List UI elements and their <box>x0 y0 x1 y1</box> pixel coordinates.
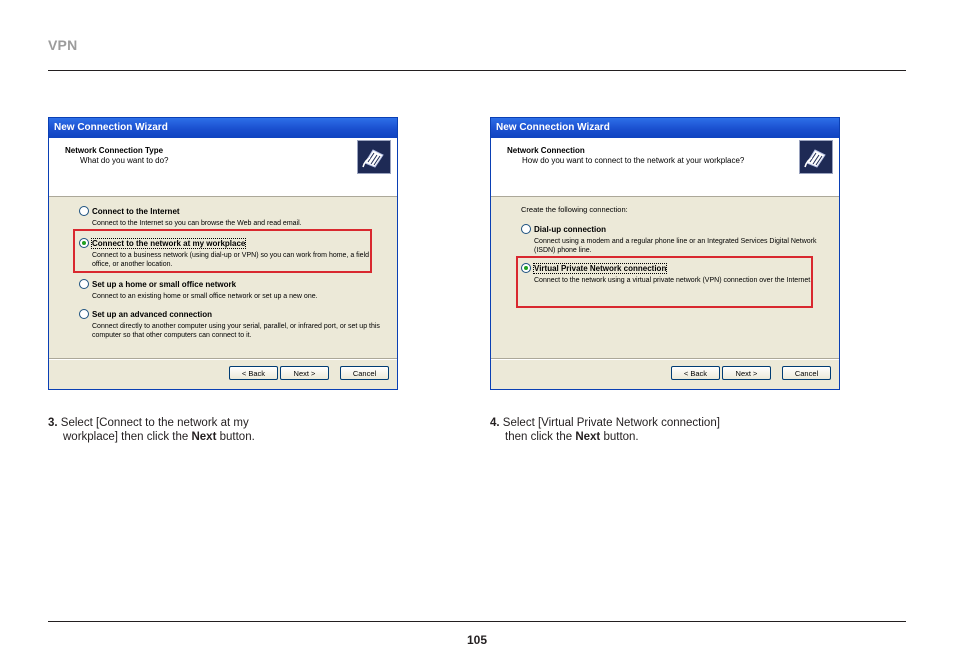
button-divider <box>491 358 839 360</box>
step-number: 4. <box>490 417 500 429</box>
window-titlebar: New Connection Wizard <box>491 118 839 138</box>
option-label: Connect to the Internet <box>92 206 180 216</box>
option-description: Connect using a modem and a regular phone line or an Integrated Services Digital Network (ISDN) phone line. <box>534 238 817 254</box>
next-button[interactable]: Next > <box>722 366 771 380</box>
header-rule <box>48 70 906 71</box>
header-subtitle: What do you want to do? <box>80 156 169 165</box>
back-button[interactable]: < Back <box>229 366 278 380</box>
next-label: Next <box>191 431 217 443</box>
cancel-button[interactable]: Cancel <box>782 366 831 380</box>
highlight-box <box>516 256 813 308</box>
caption-text: then click the <box>505 431 576 443</box>
back-button[interactable]: < Back <box>671 366 720 380</box>
caption-line1: Select [Connect to the network at my <box>60 417 249 429</box>
wizard-buttons <box>229 366 389 380</box>
wizard-header <box>491 138 839 197</box>
radio-button[interactable] <box>79 279 89 289</box>
option-label: Virtual Private Network connection <box>534 263 667 273</box>
header-title: Network Connection <box>507 146 585 155</box>
highlight-box <box>73 229 372 273</box>
next-button[interactable]: Next > <box>280 366 329 380</box>
caption-text: button. <box>600 431 639 443</box>
header-subtitle: How do you want to connect to the network at your workplace? <box>522 156 745 165</box>
option-description: Connect to the network using a virtual private network (VPN) connection over the Internet. <box>534 277 813 284</box>
caption-text: workplace] then click the <box>63 431 192 443</box>
option-description: Connect to the Internet so you can browse the Web and read email. <box>92 220 302 227</box>
option-dial-up[interactable] <box>521 224 829 255</box>
wizard-buttons <box>671 366 831 380</box>
button-divider <box>49 358 397 360</box>
step-number: 3. <box>48 417 58 429</box>
step-caption-4 <box>490 416 820 444</box>
wizard-header <box>49 138 397 197</box>
page-number: 105 <box>466 633 488 647</box>
radio-button[interactable] <box>79 206 89 216</box>
radio-button[interactable] <box>79 309 89 319</box>
option-home-office-network[interactable] <box>79 279 387 301</box>
option-label: Dial-up connection <box>534 224 606 234</box>
option-advanced-connection[interactable] <box>79 309 387 340</box>
next-label: Next <box>575 431 601 443</box>
option-label: Set up an advanced connection <box>92 309 213 319</box>
step-caption-3 <box>48 416 378 444</box>
option-connect-internet[interactable] <box>79 206 387 228</box>
wizard-body <box>491 197 839 385</box>
caption-text: button. <box>216 431 255 443</box>
option-description: Connect to a business network (using dial-up or VPN) so you can work from home, a field office, or another location. <box>92 252 370 268</box>
intro-text: Create the following connection: <box>521 205 628 214</box>
option-description: Connect directly to another computer using your serial, parallel, or infrared port, or set up this computer so that other computers can connect to it. <box>92 323 380 339</box>
header-title: Network Connection Type <box>65 146 164 155</box>
caption-line1: Select [Virtual Private Network connection] <box>502 417 720 429</box>
option-label: Connect to the network at my workplace <box>92 238 246 248</box>
wizard-body <box>49 197 397 385</box>
wizard-window-network-connection <box>490 117 840 390</box>
section-title: VPN <box>48 37 78 53</box>
footer-rule <box>48 621 906 622</box>
wizard-window-connection-type <box>48 117 398 390</box>
cancel-button[interactable]: Cancel <box>340 366 389 380</box>
option-description: Connect to an existing home or small office network or set up a new one. <box>92 293 318 300</box>
radio-button[interactable] <box>521 224 531 234</box>
network-wizard-icon <box>799 140 833 174</box>
caption-line2 <box>48 430 378 444</box>
caption-line2 <box>490 430 820 444</box>
network-wizard-icon <box>357 140 391 174</box>
window-titlebar: New Connection Wizard <box>49 118 397 138</box>
option-label: Set up a home or small office network <box>92 279 237 289</box>
